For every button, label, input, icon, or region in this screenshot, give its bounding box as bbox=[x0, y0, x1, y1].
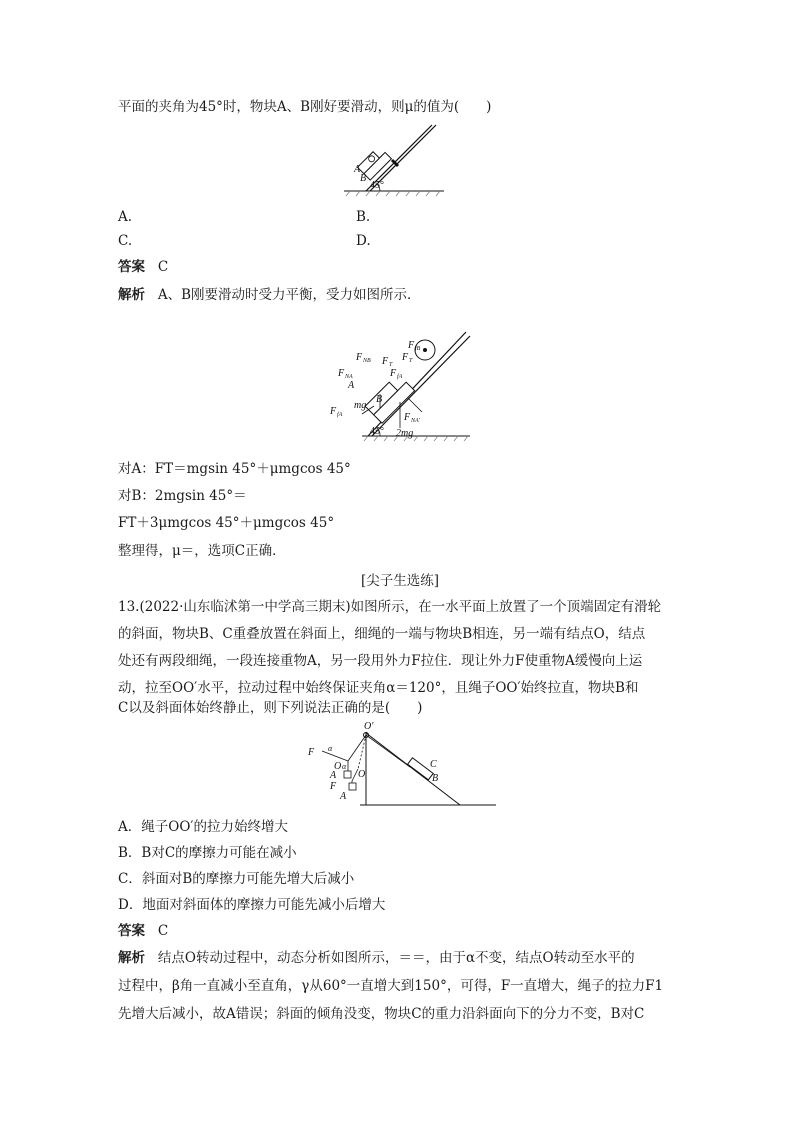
svg-text:NB: NB bbox=[363, 358, 371, 364]
q13-answer bbox=[118, 921, 168, 941]
q13-stem-line5: C以及斜面体始终静止，则下列说法正确的是( ) bbox=[118, 700, 423, 716]
fig2-angle: 45° bbox=[370, 426, 384, 437]
fig3-b: B bbox=[432, 773, 439, 784]
q13-option-c[interactable]: C．斜面对B的摩擦力可能先增大后减小 bbox=[118, 871, 355, 887]
section-title: [尖子生选练] bbox=[360, 573, 440, 589]
force-ffa2: F bbox=[330, 406, 337, 417]
equation-a: 对A：FT＝mgsin 45°＋μmgcos 45° bbox=[118, 461, 351, 477]
fig3-a2: A bbox=[340, 791, 347, 802]
fig3-a1: A bbox=[330, 770, 337, 781]
svg-text:fA: fA bbox=[337, 412, 343, 418]
q13-stem-line2: 的斜面，物块B、C重叠放置在斜面上，细绳的一端与物块B相连，另一端有结点O，结点 bbox=[118, 626, 646, 642]
q12-option-b[interactable]: B. bbox=[356, 209, 371, 225]
q12-option-d[interactable]: D. bbox=[356, 233, 371, 249]
analysis-text: A、B刚要滑动时受力平衡，受力如图所示． bbox=[157, 287, 421, 303]
fig3-o1: O bbox=[334, 761, 342, 772]
force-ffb: F bbox=[408, 340, 415, 351]
svg-text:fB: fB bbox=[415, 346, 421, 352]
q13-option-a[interactable]: A．绳子OO′的拉力始终增大 bbox=[118, 819, 288, 835]
incline-figure-1 bbox=[340, 120, 460, 200]
force-fnb: F bbox=[356, 352, 363, 363]
q12-option-a[interactable]: A. bbox=[118, 209, 133, 225]
answer-value: C bbox=[157, 259, 169, 275]
q12-answer bbox=[118, 257, 168, 277]
fig3-o2: O bbox=[358, 769, 366, 780]
q13-analysis-line3: 先增大后减小，故A错误；斜面的倾角没变，物块C的重力沿斜面向下的分力不变，B对C bbox=[118, 1006, 645, 1022]
force-diagram bbox=[330, 322, 480, 444]
q13-option-b[interactable]: B．B对C的摩擦力可能在减小 bbox=[118, 845, 297, 861]
force-fna2: F bbox=[404, 412, 411, 423]
svg-text:NA: NA bbox=[345, 374, 353, 380]
q13-stem-line1: 13.(2022·山东临沭第一中学高三期末)如图所示，在一水平面上放置了一个顶端固定有滑轮 bbox=[118, 599, 662, 615]
fig1-label-b: B bbox=[360, 173, 367, 184]
equation-b-cont: FT＋3μmgcos 45°＋μmgcos 45° bbox=[118, 515, 335, 531]
fig3-alpha2: α bbox=[342, 762, 347, 771]
analysis-label: 解析 bbox=[118, 950, 145, 965]
fig3-c: C bbox=[430, 759, 437, 770]
pulley-incline-figure bbox=[300, 721, 500, 810]
q13-stem-line4: 动，拉至OO′水平，拉动过程中始终保证夹角α＝120°，且绳子OO′始终拉直，物块B和 bbox=[118, 680, 639, 696]
svg-text:T: T bbox=[389, 362, 393, 368]
q13-stem-line3: 处还有两段细绳，一段连接重物A，另一段用外力F拉住．现让外力F使重物A缓慢向上运 bbox=[118, 653, 643, 669]
fig3-alpha1: α bbox=[328, 744, 333, 753]
force-ffa: F bbox=[390, 368, 397, 379]
fig3-f1: F bbox=[308, 747, 315, 758]
q13-analysis-line2: 过程中，β角一直减小至直角，γ从60°一直增大到150°，可得，F一直增大，绳子的拉力F1 bbox=[118, 978, 664, 994]
fig2-2mg: 2mg bbox=[396, 428, 414, 439]
fig3-o-prime: O′ bbox=[364, 721, 374, 732]
analysis-label: 解析 bbox=[118, 287, 145, 302]
force-fna: F bbox=[338, 368, 345, 379]
q13-analysis-line1: 解析 结点O转动过程中，动态分析如图所示，＝＝，由于α不变，结点O转动至水平的 bbox=[118, 950, 635, 966]
fig1-label-a: A bbox=[354, 164, 361, 175]
force-ft2: F bbox=[402, 352, 409, 363]
q12-analysis bbox=[118, 285, 421, 305]
q12-stem: 平面的夹角为45°时，物块A、B刚好要滑动，则μ的值为( ) bbox=[118, 99, 492, 115]
equation-result: 整理得，μ＝，选项C正确． bbox=[118, 543, 286, 559]
answer-value: C bbox=[157, 923, 169, 939]
force-ft1: F bbox=[382, 356, 389, 367]
svg-text:NA′: NA′ bbox=[411, 418, 420, 424]
fig2-label-b: B bbox=[376, 394, 383, 405]
fig2-label-a: A bbox=[348, 380, 355, 391]
equation-b: 对B：2mgsin 45°＝ bbox=[118, 488, 247, 504]
svg-text:fA: fA bbox=[397, 374, 403, 380]
q12-option-c[interactable]: C. bbox=[118, 233, 133, 249]
svg-text:T: T bbox=[409, 358, 413, 364]
fig2-mg: mg bbox=[354, 400, 367, 411]
fig1-angle: 45° bbox=[370, 180, 384, 191]
q13-option-d[interactable]: D．地面对斜面体的摩擦力可能先减小后增大 bbox=[118, 897, 386, 913]
fig3-f2: F bbox=[330, 781, 337, 792]
answer-label: 答案 bbox=[118, 259, 145, 274]
answer-label: 答案 bbox=[118, 923, 145, 938]
